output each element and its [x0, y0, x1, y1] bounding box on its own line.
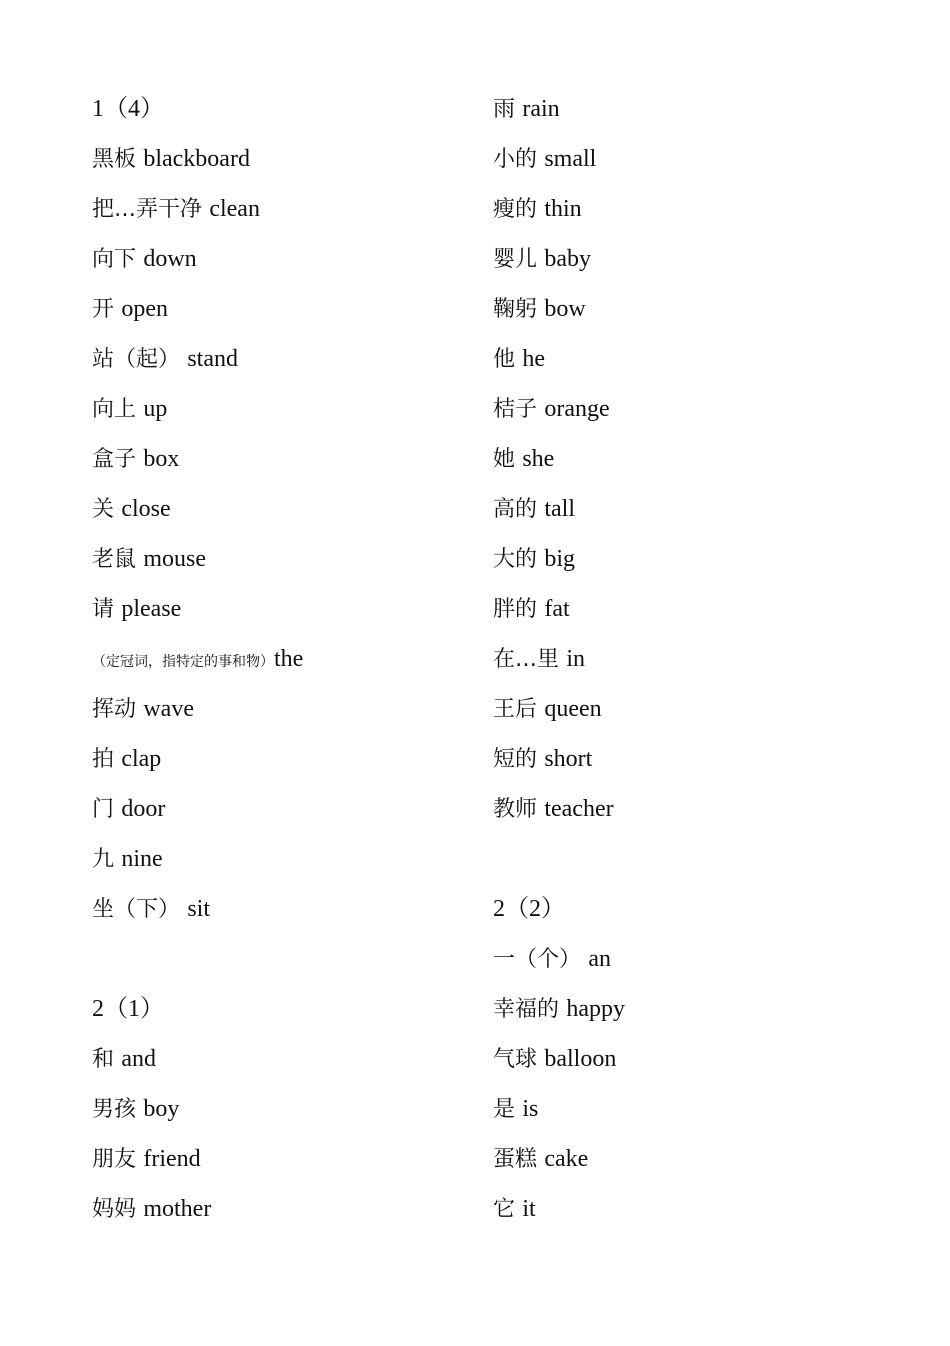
english-word: box	[143, 446, 180, 472]
blank-line	[493, 834, 893, 884]
vocab-entry	[493, 234, 893, 284]
chinese-term: 大的	[493, 547, 538, 572]
vocab-entry	[493, 484, 893, 534]
english-word: the	[274, 646, 304, 672]
vocab-entry	[493, 634, 893, 684]
chinese-term: 短的	[493, 747, 538, 772]
chinese-term: 男孩	[92, 1097, 137, 1122]
english-word: mouse	[143, 546, 206, 572]
section-heading-text: 2（2）	[493, 896, 565, 922]
english-word: friend	[143, 1146, 201, 1172]
english-word: orange	[544, 396, 610, 422]
english-word: small	[544, 146, 597, 172]
chinese-term: 把…弄干净	[92, 197, 203, 222]
english-word: an	[588, 946, 611, 972]
chinese-term: 站（起）	[92, 347, 181, 372]
chinese-term: 关	[92, 497, 115, 522]
english-word: fat	[544, 596, 570, 622]
chinese-term: 它	[493, 1197, 516, 1222]
chinese-term: 拍	[92, 747, 115, 772]
vocab-entry	[92, 1184, 492, 1234]
vocab-entry	[493, 1134, 893, 1184]
vocab-entry	[92, 384, 492, 434]
vocab-entry	[92, 584, 492, 634]
english-word: big	[544, 546, 575, 572]
vocab-entry	[493, 284, 893, 334]
vocab-entry	[493, 934, 893, 984]
english-word: wave	[143, 696, 194, 722]
english-word: balloon	[544, 1046, 617, 1072]
chinese-term: 在…里	[493, 647, 560, 672]
section-heading	[92, 84, 492, 134]
vocab-column-right	[493, 84, 893, 1234]
english-word: up	[143, 396, 168, 422]
chinese-term: 和	[92, 1047, 115, 1072]
vocab-entry	[493, 1034, 893, 1084]
english-word: door	[121, 796, 166, 822]
vocab-entry	[92, 884, 492, 934]
blank-line	[92, 934, 492, 984]
vocab-entry	[92, 784, 492, 834]
vocab-entry	[92, 284, 492, 334]
english-word: nine	[121, 846, 163, 872]
english-word: clean	[209, 196, 260, 222]
vocab-entry	[92, 484, 492, 534]
vocab-entry	[493, 184, 893, 234]
vocab-entry	[493, 534, 893, 584]
vocab-entry	[92, 834, 492, 884]
vocab-entry	[92, 1084, 492, 1134]
chinese-term: 幸福的	[493, 997, 560, 1022]
section-heading	[92, 984, 492, 1034]
vocab-entry	[92, 334, 492, 384]
section-heading-text: 2（1）	[92, 996, 164, 1022]
chinese-term: 向下	[92, 247, 137, 272]
vocab-entry	[92, 1134, 492, 1184]
chinese-term: （定冠词，指特定的事和物）	[92, 654, 274, 670]
chinese-term: 挥动	[92, 697, 137, 722]
chinese-term: 盒子	[92, 447, 137, 472]
english-word: open	[121, 296, 168, 322]
chinese-term: 老鼠	[92, 547, 137, 572]
chinese-term: 是	[493, 1097, 516, 1122]
english-word: boy	[143, 1096, 180, 1122]
chinese-term: 他	[493, 347, 516, 372]
english-word: bow	[544, 296, 586, 322]
chinese-term: 请	[92, 597, 115, 622]
english-word: cake	[544, 1146, 589, 1172]
english-word: tall	[544, 496, 575, 522]
chinese-term: 蛋糕	[493, 1147, 538, 1172]
vocab-entry	[493, 684, 893, 734]
english-word: sit	[187, 896, 211, 922]
english-word: blackboard	[143, 146, 250, 172]
vocab-entry	[493, 784, 893, 834]
section-heading-text: 1（4）	[92, 96, 164, 122]
english-word: down	[143, 246, 197, 272]
vocab-entry	[493, 1184, 893, 1234]
chinese-term: 坐（下）	[92, 897, 181, 922]
chinese-term: 教师	[493, 797, 538, 822]
vocab-entry	[92, 434, 492, 484]
vocab-column-left	[92, 84, 492, 1234]
vocab-entry	[92, 134, 492, 184]
vocab-entry	[92, 234, 492, 284]
chinese-term: 婴儿	[493, 247, 538, 272]
vocab-entry	[92, 634, 492, 684]
english-word: happy	[566, 996, 625, 1022]
english-word: mother	[143, 1196, 212, 1222]
english-word: close	[121, 496, 171, 522]
chinese-term: 气球	[493, 1047, 538, 1072]
english-word: she	[522, 446, 555, 472]
chinese-term: 她	[493, 447, 516, 472]
english-word: baby	[544, 246, 591, 272]
english-word: stand	[187, 346, 238, 372]
english-word: and	[121, 1046, 156, 1072]
english-word: thin	[544, 196, 582, 222]
vocab-entry	[92, 1034, 492, 1084]
chinese-term: 朋友	[92, 1147, 137, 1172]
vocab-entry	[493, 334, 893, 384]
english-word: rain	[522, 96, 560, 122]
vocab-entry	[493, 984, 893, 1034]
chinese-term: 鞠躬	[493, 297, 538, 322]
chinese-term: 九	[92, 847, 115, 872]
chinese-term: 黑板	[92, 147, 137, 172]
chinese-term: 瘦的	[493, 197, 538, 222]
chinese-term: 妈妈	[92, 1197, 137, 1222]
chinese-term: 一（个）	[493, 947, 582, 972]
english-word: it	[522, 1196, 536, 1222]
chinese-term: 桔子	[493, 397, 538, 422]
english-word: short	[544, 746, 593, 772]
vocab-entry	[92, 534, 492, 584]
vocab-entry	[493, 384, 893, 434]
english-word: teacher	[544, 796, 614, 822]
english-word: clap	[121, 746, 162, 772]
chinese-term: 雨	[493, 97, 516, 122]
vocab-entry	[493, 134, 893, 184]
vocab-entry	[493, 734, 893, 784]
english-word: is	[522, 1096, 539, 1122]
english-word: in	[566, 646, 585, 672]
vocab-entry	[92, 184, 492, 234]
section-heading	[493, 884, 893, 934]
vocab-entry	[493, 434, 893, 484]
vocab-entry	[493, 1084, 893, 1134]
english-word: please	[121, 596, 182, 622]
vocab-entry	[92, 734, 492, 784]
chinese-term: 门	[92, 797, 115, 822]
chinese-term: 向上	[92, 397, 137, 422]
vocab-entry	[493, 584, 893, 634]
chinese-term: 小的	[493, 147, 538, 172]
chinese-term: 开	[92, 297, 115, 322]
chinese-term: 胖的	[493, 597, 538, 622]
vocab-entry	[92, 684, 492, 734]
vocab-entry	[493, 84, 893, 134]
chinese-term: 王后	[493, 697, 538, 722]
english-word: he	[522, 346, 545, 372]
english-word: queen	[544, 696, 602, 722]
chinese-term: 高的	[493, 497, 538, 522]
